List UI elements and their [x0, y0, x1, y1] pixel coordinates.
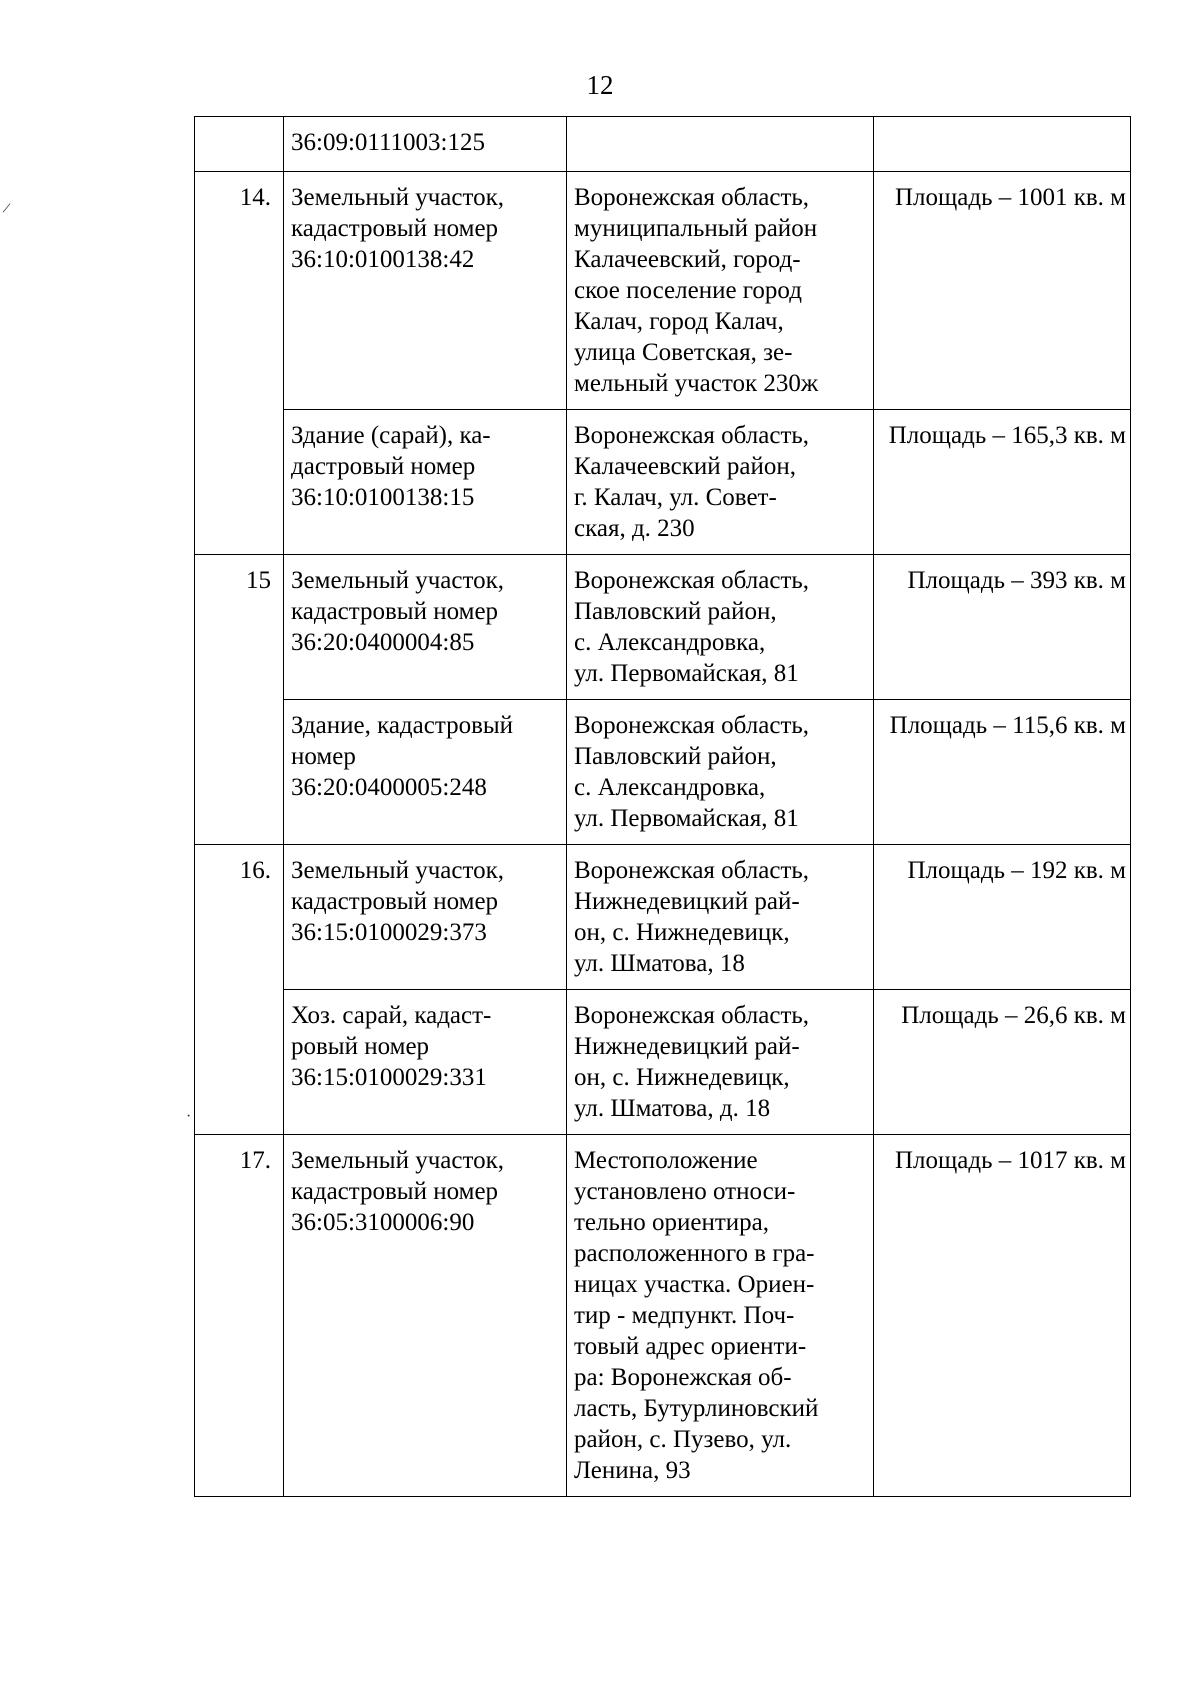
cell-address: Воронежская область, муниципальный район Калачеевский, город- ское поселение город Калач, город Калач, улица Советская, зе- мельный участок 230ж: [567, 172, 874, 410]
cell-object: Земельный участок, кадастровый номер 36:05:3100006:90: [284, 1135, 567, 1497]
table-row: [195, 410, 1131, 555]
page-number: 12: [586, 70, 614, 100]
cell-number: 15: [195, 555, 284, 845]
cell-object: Здание (сарай), ка- дастровый номер 36:10:0100138:15: [284, 410, 567, 555]
stray-dot: ·: [186, 1108, 192, 1125]
cell-address: Воронежская область, Калачеевский район, г. Калач, ул. Совет- ская, д. 230: [567, 410, 874, 555]
cell-address: Воронежская область, Нижнедевицкий рай- он, с. Нижнедевицк, ул. Шматова, 18: [567, 845, 874, 990]
cell-address: Воронежская область, Нижнедевицкий рай- он, с. Нижнедевицк, ул. Шматова, д. 18: [567, 990, 874, 1135]
cell-address: Воронежская область, Павловский район, с. Александровка, ул. Первомайская, 81: [567, 555, 874, 700]
cell-number: 14.: [195, 172, 284, 555]
cell-object: Земельный участок, кадастровый номер 36:10:0100138:42: [284, 172, 567, 410]
table-row: [195, 845, 1131, 990]
cell-object: Земельный участок, кадастровый номер 36:15:0100029:373: [284, 845, 567, 990]
table-row: [195, 990, 1131, 1135]
cell-number: 16.: [195, 845, 284, 1135]
table-row: [195, 555, 1131, 700]
cell-area: Площадь – 192 кв. м: [874, 845, 1131, 990]
cell-area: Площадь – 26,6 кв. м: [874, 990, 1131, 1135]
cell-object: Земельный участок, кадастровый номер 36:20:0400004:85: [284, 555, 567, 700]
cell-address: [567, 117, 874, 172]
cell-object: Здание, кадастровый номер 36:20:0400005:248: [284, 700, 567, 845]
cell-area: Площадь – 393 кв. м: [874, 555, 1131, 700]
table-row: [195, 172, 1131, 410]
stray-mark: /: [1, 199, 12, 218]
property-table: [194, 116, 1131, 1497]
cell-area: Площадь – 115,6 кв. м: [874, 700, 1131, 845]
table-row: [195, 117, 1131, 172]
cell-number: [195, 117, 284, 172]
cell-area: [874, 117, 1131, 172]
cell-number: 17.: [195, 1135, 284, 1497]
table-row: [195, 700, 1131, 845]
cell-address: Воронежская область, Павловский район, с. Александровка, ул. Первомайская, 81: [567, 700, 874, 845]
cell-object: Хоз. сарай, кадаст- ровый номер 36:15:0100029:331: [284, 990, 567, 1135]
cell-area: Площадь – 1017 кв. м: [874, 1135, 1131, 1497]
cell-object: 36:09:0111003:125: [284, 117, 567, 172]
cell-area: Площадь – 1001 кв. м: [874, 172, 1131, 410]
table-row: [195, 1135, 1131, 1497]
cell-area: Площадь – 165,3 кв. м: [874, 410, 1131, 555]
cell-address: Местоположение установлено относи- тельно ориентира, расположенного в гра- ницах участка. Ориен- тир - медпункт. Поч- товый адрес ориенти- ра: Воронежская об- ласть, Бутурлиновский район, с. Пузево, ул. Ленина, 93: [567, 1135, 874, 1497]
